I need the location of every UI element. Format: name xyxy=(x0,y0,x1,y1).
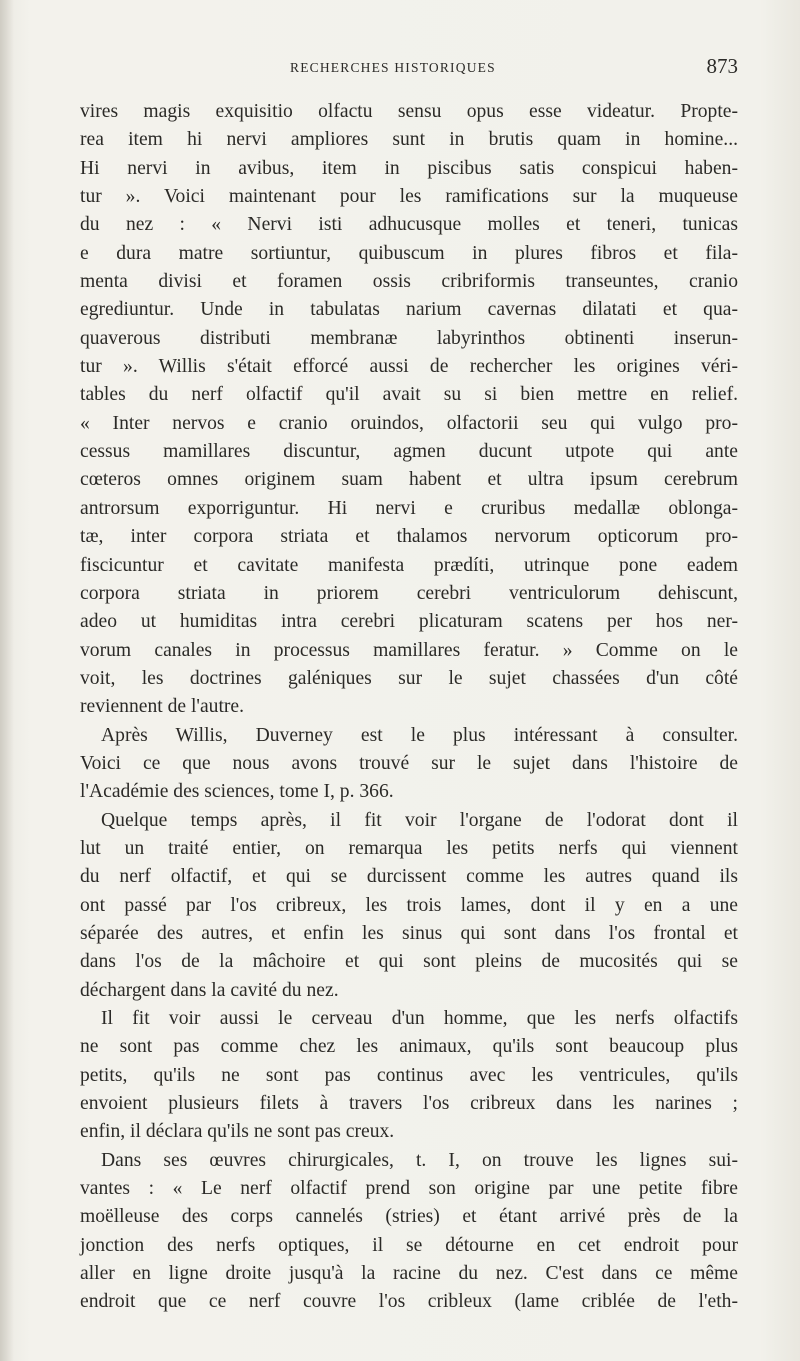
text-line: Hi nervi in avibus, item in piscibus satis conspicui haben- xyxy=(80,157,738,179)
text-line: Dans ses œuvres chirurgicales, t. I, on trouve les lignes sui- xyxy=(101,1149,738,1171)
text-line: envoient plusieurs filets à travers l'os cribreux dans les narines ; xyxy=(80,1093,738,1115)
text-line: rea item hi nervi ampliores sunt in brutis quam in homine... xyxy=(80,129,738,151)
text-line: moëlleuse des corps cannelés (stries) et étant arrivé près de la xyxy=(80,1206,738,1228)
text-line: ne sont pas comme chez les animaux, qu'ils sont beaucoup plus xyxy=(80,1036,738,1058)
text-line: voit, les doctrines galéniques sur le sujet chassées d'un côté xyxy=(80,667,738,689)
text-line: reviennent de l'autre. xyxy=(80,696,245,718)
text-line: fiscicuntur et cavitate manifesta prædíti, utrinque pone eadem xyxy=(80,554,738,576)
page-number: 873 xyxy=(706,54,738,78)
text-line: tur ». Willis s'était efforcé aussi de rechercher les origines véri- xyxy=(80,356,738,378)
page-binding-shadow xyxy=(0,0,14,1361)
text-line: adeo ut humiditas intra cerebri plicaturam scatens per hos ner- xyxy=(80,611,738,633)
text-line: du nez : « Nervi isti adhucusque molles et teneri, tunicas xyxy=(80,214,738,236)
text-line: tur ». Voici maintenant pour les ramifications sur la muqueuse xyxy=(80,186,738,208)
text-line: cessus mamillares discuntur, agmen ducunt utpote qui ante xyxy=(80,441,738,463)
text-line: tables du nerf olfactif qu'il avait su si bien mettre en relief. xyxy=(80,384,738,406)
text-line: du nerf olfactif, et qui se durcissent comme les autres quand ils xyxy=(80,866,738,888)
text-line: lut un traité entier, on remarqua les petits nerfs qui viennent xyxy=(80,837,738,859)
text-line: vorum canales in processus mamillares feratur. » Comme on le xyxy=(80,639,738,661)
text-line: Voici ce que nous avons trouvé sur le sujet dans l'histoire de xyxy=(80,752,738,774)
text-line: ont passé par l'os cribreux, les trois lames, dont il y en a une xyxy=(80,894,738,916)
text-line: séparée des autres, et enfin les sinus qui sont dans l'os frontal et xyxy=(80,922,738,944)
text-line: corpora striata in priorem cerebri ventriculorum dehiscunt, xyxy=(80,582,738,604)
text-line: vantes : « Le nerf olfactif prend son origine par une petite fibre xyxy=(80,1178,738,1200)
text-line: Il fit voir aussi le cerveau d'un homme, que les nerfs olfactifs xyxy=(101,1008,738,1029)
text-line: egrediuntur. Unde in tabulatas narium cavernas dilatati et qua- xyxy=(80,299,738,321)
text-line: aller en ligne droite jusqu'à la racine du nez. C'est dans ce même xyxy=(80,1263,738,1285)
text-line: cœteros omnes originem suam habent et ultra ipsum cerebrum xyxy=(80,469,738,491)
text-line: antrorsum exporriguntur. Hi nervi e cruribus medallæ oblonga- xyxy=(80,497,738,519)
text-line: Après Willis, Duverney est le plus intéressant à consulter. xyxy=(101,724,738,746)
text-line: jonction des nerfs optiques, il se détourne en cet endroit pour xyxy=(80,1234,738,1256)
running-head: RECHERCHES HISTORIQUES xyxy=(290,60,496,75)
text-line: « Inter nervos e cranio oruindos, olfactorii seu qui vulgo pro- xyxy=(80,412,738,434)
text-line: l'Académie des sciences, tome I, p. 366. xyxy=(80,781,394,803)
body-text xyxy=(80,98,738,1317)
text-line: déchargent dans la cavité du nez. xyxy=(80,979,339,1001)
page-header xyxy=(80,54,738,84)
text-line: menta divisi et foramen ossis cribriformis transeuntes, cranio xyxy=(80,271,738,293)
text-line: petits, qu'ils ne sont pas continus avec les ventricules, qu'ils xyxy=(80,1064,738,1086)
text-line: quaverous distributi membranæ labyrinthos obtinenti inserun- xyxy=(80,327,738,349)
text-line: e dura matre sortiuntur, quibuscum in plures fibros et fila- xyxy=(80,242,738,264)
text-line: enfin, il déclara qu'ils ne sont pas creux. xyxy=(80,1121,395,1143)
text-line: tæ, inter corpora striata et thalamos nervorum opticorum pro- xyxy=(80,526,738,548)
text-line: dans l'os de la mâchoire et qui sont pleins de mucosités qui se xyxy=(80,951,738,973)
text-line: vires magis exquisitio olfactu sensu opus esse videatur. Propte- xyxy=(80,101,738,122)
text-line: endroit que ce nerf couvre l'os cribleux (lame criblée de l'eth- xyxy=(80,1291,738,1313)
text-line: Quelque temps après, il fit voir l'organe de l'odorat dont il xyxy=(101,809,738,831)
